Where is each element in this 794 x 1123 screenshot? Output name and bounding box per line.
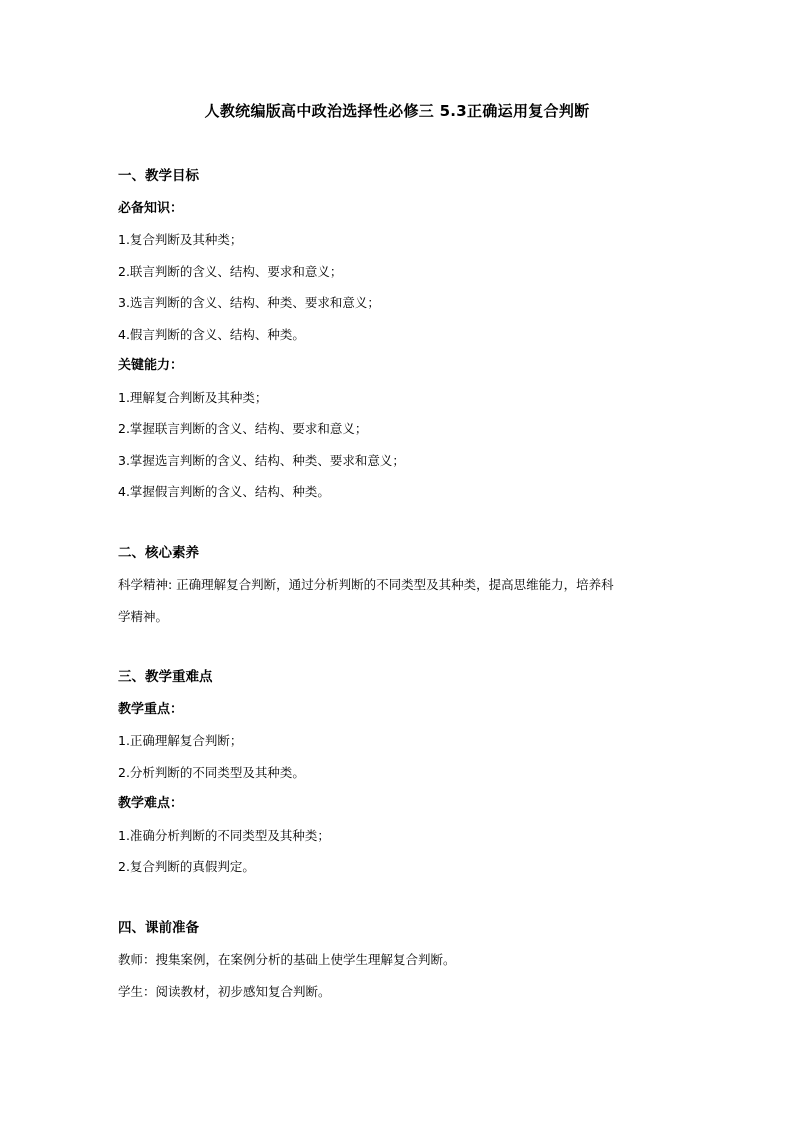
- section-heading-key-points: 三、教学重难点: [118, 669, 213, 685]
- ability-item: 4.掌握假言判断的含义、结构、种类。: [118, 484, 330, 499]
- student-preparation: 学生：阅读教材，初步感知复合判断。: [118, 983, 331, 999]
- ability-item: 1.理解复合判断及其种类；: [118, 389, 268, 405]
- section-spacer: [118, 883, 678, 913]
- knowledge-item: 2.联言判断的含义、结构、要求和意义；: [118, 263, 343, 279]
- difficulty-label: 教学难点：: [118, 796, 184, 811]
- knowledge-item: 3.选言判断的含义、结构、种类、要求和意义；: [118, 295, 380, 310]
- ability-label: 关键能力：: [118, 358, 184, 373]
- section-heading-goals: 一、教学目标: [118, 168, 199, 184]
- ability-item: 2.掌握联言判断的含义、结构、要求和意义；: [118, 421, 368, 436]
- teacher-preparation: 教师：搜集案例，在案例分析的基础上使学生理解复合判断。: [118, 952, 456, 967]
- knowledge-item: 1.复合判断及其种类；: [118, 232, 243, 247]
- section-heading-literacy: 二、核心素养: [118, 544, 199, 561]
- difficulty-item: 1.准确分析判断的不同类型及其种类；: [118, 827, 330, 843]
- section-spacer: [118, 632, 678, 662]
- knowledge-item: 4.假言判断的含义、结构、种类。: [118, 326, 305, 342]
- focus-item: 1.正确理解复合判断；: [118, 733, 243, 748]
- section-heading-preparation: 四、课前准备: [118, 919, 199, 936]
- focus-item: 2.分析判断的不同类型及其种类。: [118, 764, 305, 780]
- ability-item: 3.掌握选言判断的含义、结构、种类、要求和意义；: [118, 452, 405, 468]
- document-title: 人教统编版高中政治选择性必修三 5.3正确运用复合判断: [204, 102, 590, 120]
- knowledge-label: 必备知识：: [118, 200, 184, 216]
- literacy-text-line: 科学精神: 正确理解复合判断，通过分析判断的不同类型及其种类，提高思维能力，培养科: [118, 577, 614, 592]
- section-spacer: [118, 508, 678, 538]
- literacy-text-line: 学精神。: [118, 608, 169, 624]
- focus-label: 教学重点：: [118, 701, 184, 717]
- difficulty-item: 2.复合判断的真假判定。: [118, 859, 255, 874]
- document-body: [118, 161, 678, 1007]
